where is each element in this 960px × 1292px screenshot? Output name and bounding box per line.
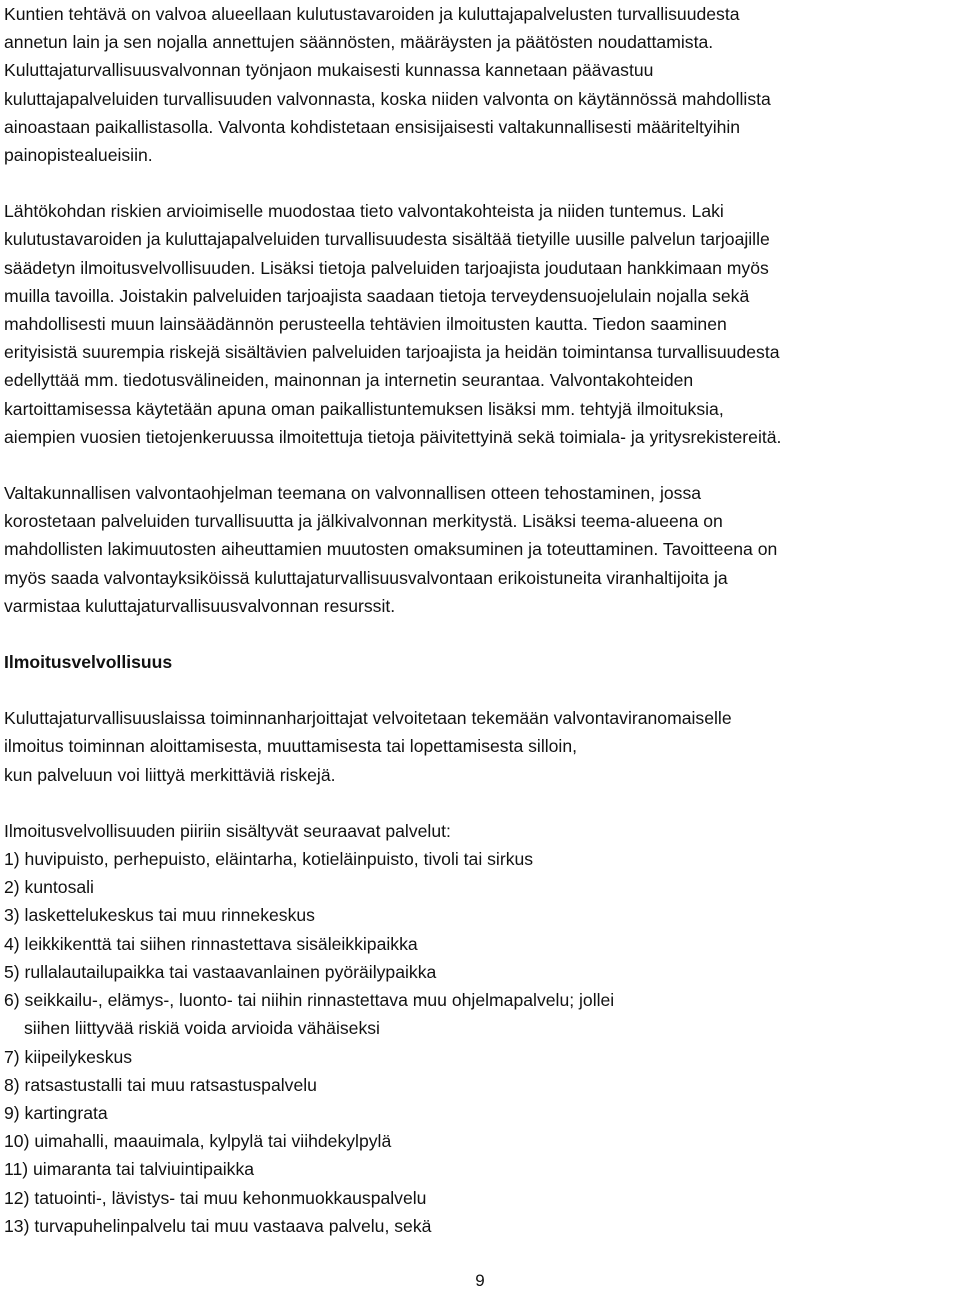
- list-item: [4, 901, 958, 929]
- list-item: [4, 958, 958, 986]
- list-item: [4, 1212, 958, 1240]
- text-line: mahdollisesti muun lainsäädännön perusteella tehtävien ilmoitusten kautta. Tiedon saaminen: [4, 314, 727, 335]
- page-number: 9: [475, 1271, 485, 1290]
- list-item-text: 1) huvipuisto, perhepuisto, eläintarha, kotieläinpuisto, tivoli tai sirkus: [4, 849, 534, 870]
- list-item: [4, 1127, 958, 1155]
- list-item: [4, 930, 958, 958]
- text-line: aiempien vuosien tietojenkeruussa ilmoitettuja tietoja päivitettyinä sekä toimiala- ja yritysrekistereitä.: [4, 426, 782, 447]
- text-line: korostetaan palveluiden turvallisuutta ja jälkivalvonnan merkitystä. Lisäksi teema-alueena on: [4, 511, 723, 532]
- text-line: Kuluttajaturvallisuusvalvonnan työnjaon mukaisesti kunnassa kannetaan päävastuu: [4, 60, 654, 81]
- section-heading: Ilmoitusvelvollisuus: [4, 652, 173, 673]
- list-item-text: 3) laskettelukeskus tai muu rinnekeskus: [4, 905, 315, 926]
- list-item: [4, 1155, 958, 1183]
- text-line: kartoittamisessa käytetään apuna oman paikallistuntemuksen lisäksi mm. tehtyjä ilmoituksia,: [4, 398, 724, 419]
- text-line: erityisistä suurempia riskejä sisältävien palveluiden tarjoajista ja heidän toimintansa turvallisuudesta: [4, 342, 780, 363]
- list-item-continuation: siihen liittyvää riskiä voida arvioida vähäiseksi: [24, 1018, 380, 1039]
- text-line: ainoastaan paikallistasolla. Valvonta kohdistetaan ensisijaisesti valtakunnallisesti määriteltyihin: [4, 116, 741, 137]
- list-item: [4, 1099, 958, 1127]
- paragraph-gap: [4, 620, 958, 648]
- list-item-text: 5) rullalautailupaikka tai vastaavanlainen pyöräilypaikka: [4, 961, 437, 982]
- text-line: säädetyn ilmoitusvelvollisuuden. Lisäksi tietoja palveluiden tarjoajista joudutaan hankkimaan myös: [4, 257, 769, 278]
- paragraph-gap: [4, 169, 958, 197]
- list-item: [4, 1043, 958, 1071]
- list-item: [4, 873, 958, 901]
- text-line: Kuluttajaturvallisuuslaissa toiminnanharjoittajat velvoitetaan tekemään valvontaviranomaiselle: [4, 708, 732, 729]
- list-item-text: 4) leikkikenttä tai siihen rinnastettava sisäleikkipaikka: [4, 933, 418, 954]
- text-line: myös saada valvontayksiköissä kuluttajaturvallisuusvalvontaan erikoistuneita viranhaltijoita ja: [4, 567, 728, 588]
- paragraph-municipal-duty: [4, 0, 958, 169]
- paragraph-gap: [4, 789, 958, 817]
- list-item-text: 13) turvapuhelinpalvelu tai muu vastaava palvelu, sekä: [4, 1215, 432, 1236]
- list-item-text: 10) uimahalli, maauimala, kylpylä tai viihdekylpylä: [4, 1131, 392, 1152]
- text-line: Lähtökohdan riskien arvioimiselle muodostaa tieto valvontakohteista ja niiden tuntemus. Laki: [4, 201, 724, 222]
- text-line: varmistaa kuluttajaturvallisuusvalvonnan resurssit.: [4, 595, 396, 616]
- text-line: mahdollisten lakimuutosten aiheuttamien muutosten omaksuminen ja toteuttaminen. Tavoitteena on: [4, 539, 778, 560]
- text-line: kuluttajapalveluiden turvallisuuden valvonnasta, koska niiden valvonta on käytännössä mahdollista: [4, 88, 771, 109]
- paragraph-gap: [4, 451, 958, 479]
- list-item-text: 6) seikkailu-, elämys-, luonto- tai niihin rinnastettava muu ohjelmapalvelu; jollei: [4, 990, 615, 1011]
- list-intro: Ilmoitusvelvollisuuden piiriin sisältyvät seuraavat palvelut:: [4, 820, 451, 841]
- paragraph-risk-assessment: [4, 197, 958, 451]
- text-line: edellyttää mm. tiedotusvälineiden, mainonnan ja internetin seurantaa. Valvontakohteiden: [4, 370, 694, 391]
- paragraph-gap: [4, 676, 958, 704]
- list-item: [4, 986, 958, 1042]
- list-item-text: 9) kartingrata: [4, 1102, 108, 1123]
- paragraph-notification-duty: [4, 704, 958, 789]
- text-line: ilmoitus toiminnan aloittamisesta, muuttamisesta tai lopettamisesta silloin,: [4, 736, 578, 757]
- text-line: Valtakunnallisen valvontaohjelman teemana on valvonnallisen otteen tehostaminen, jossa: [4, 483, 702, 504]
- text-line: kun palveluun voi liittyä merkittäviä riskejä.: [4, 764, 336, 785]
- list-item: [4, 845, 958, 873]
- text-line: painopistealueisiin.: [4, 145, 153, 166]
- list-item-text: 7) kiipeilykeskus: [4, 1046, 133, 1067]
- list-item-text: 8) ratsastustalli tai muu ratsastuspalvelu: [4, 1074, 317, 1095]
- document-page: [4, 0, 958, 1240]
- list-item-text: 11) uimaranta tai talviuintipaikka: [4, 1159, 255, 1180]
- text-line: Kuntien tehtävä on valvoa alueellaan kulutustavaroiden ja kuluttajapalvelusten turvallisuudesta: [4, 4, 740, 24]
- list-item-text: 2) kuntosali: [4, 877, 94, 898]
- paragraph-national-program: [4, 479, 958, 620]
- list-item: [4, 1184, 958, 1212]
- list-item-text: 12) tatuointi-, lävistys- tai muu kehonmuokkauspalvelu: [4, 1187, 427, 1208]
- services-list: [4, 845, 958, 1240]
- list-item: [4, 1071, 958, 1099]
- text-line: annetun lain ja sen nojalla annettujen säännösten, määräysten ja päätösten noudattamista.: [4, 32, 714, 53]
- text-line: kulutustavaroiden ja kuluttajapalveluiden turvallisuudesta sisältää tietyille uusille palvelun tarjoajille: [4, 229, 770, 250]
- text-line: muilla tavoilla. Joistakin palveluiden tarjoajista saadaan tietoja terveydensuojelulain nojalla sekä: [4, 285, 750, 306]
